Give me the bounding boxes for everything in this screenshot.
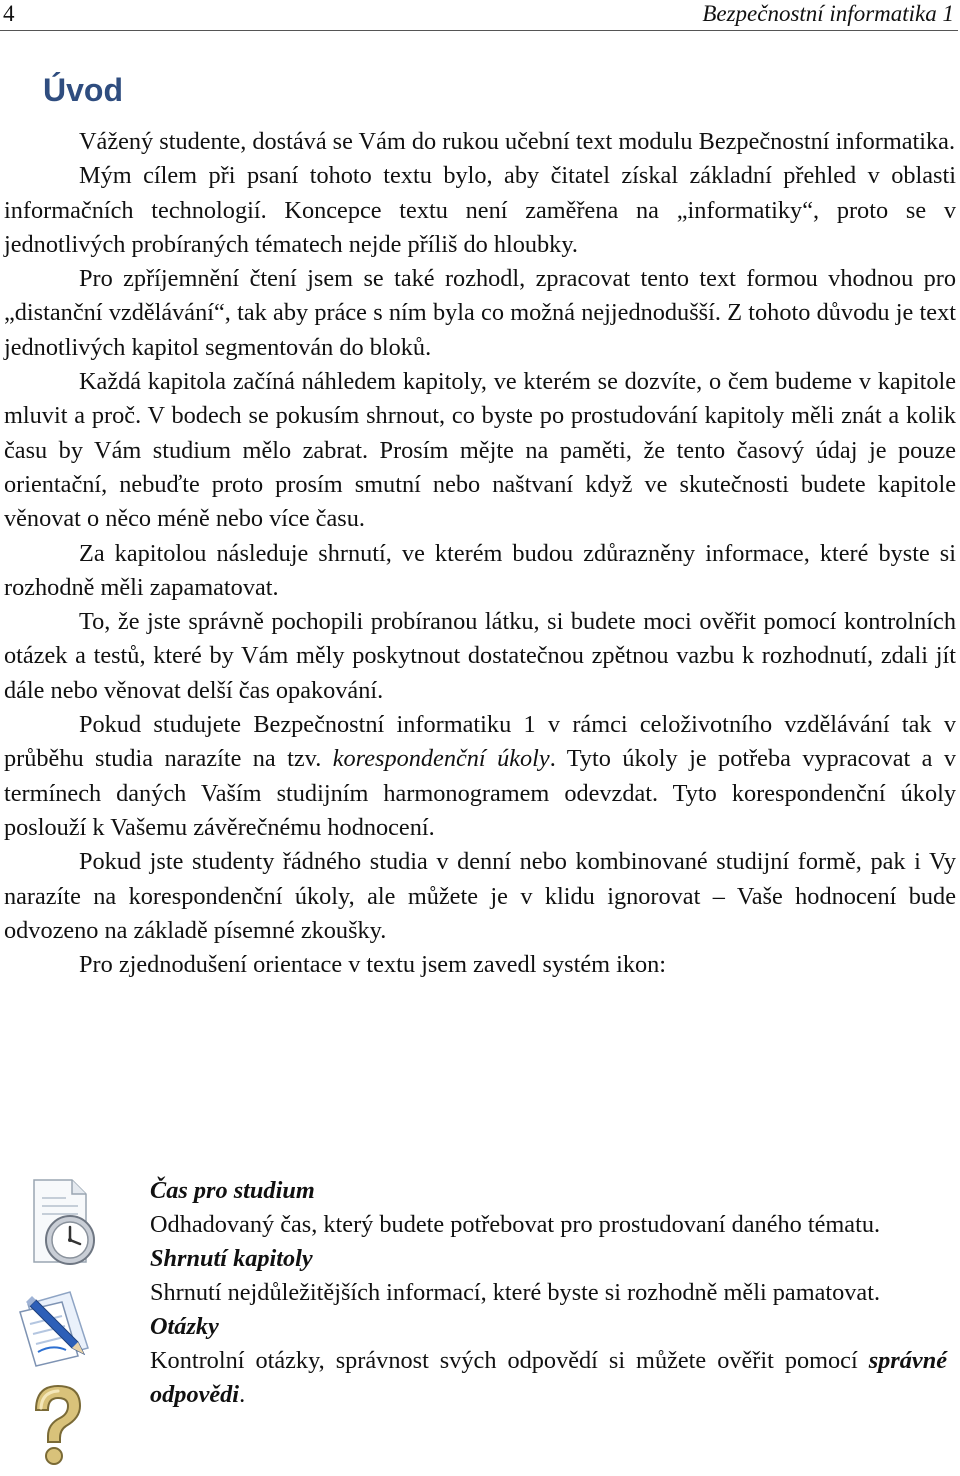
legend-desc-questions <box>150 1344 947 1412</box>
legend-desc-text: Kontrolní otázky, správnost svých odpovědí si můžete ověřit pomocí <box>150 1347 869 1374</box>
paragraph-text: . Tyto úkoly je potřeba vypracovat a v termínech daných Vaším studijním harmonogramem odevzdat. Tyto korespondenční úkoly poslouží k Vašemu závěrečnému hodnocení. <box>4 745 957 841</box>
paragraph: Pro zjednodušení orientace v textu jsem zavedl systém ikon: <box>79 951 667 979</box>
legend-desc-study-time: Odhadovaný čas, který budete potřebovat pro prostudovaní daného tématu. <box>150 1211 881 1238</box>
page-header <box>0 0 958 31</box>
chapter-title: Úvod <box>43 72 123 108</box>
paragraph: Každá kapitola začíná náhledem kapitoly, ve kterém se dozvíte, o čem budeme v kapitole mluvit a proč. V bodech se pokusím shrnout, co byste po prostudování kapitoly měli znát a kolik času by Vám studium mělo zabrat. Prosím mějte na paměti, že tento časový údaj je pouze orientační, nebuďte proto prosím smutní nebo naštvaní když ve skutečnosti budete kapitole věnovat o něco méně nebo více času. <box>4 368 956 533</box>
emphasis-term: korespondenční úkoly <box>332 745 550 773</box>
legend-desc-summary: Shrnutí nejdůležitějších informací, které byste si rozhodně měli pamatovat. <box>150 1279 881 1306</box>
paragraph: Pro zpříjemnění čtení jsem se také rozhodl, zpracovat tento text formou vhodnou pro „distanční vzdělávání“, tak aby práce s ním byla co možná nejjednodušší. Z tohoto důvodu je text jednotlivých kapitol segmentován do bloků. <box>4 265 956 361</box>
legend-title-questions: Otázky <box>150 1313 219 1340</box>
paragraph: Pokud jste studenty řádného studia v denní nebo kombinované studijní formě, pak i Vy narazíte na korespondenční úkoly, ale můžete je v klidu ignorovat – Vaše hodnocení bude odvozeno na základě písemné zkoušky. <box>4 848 956 944</box>
paragraph: Vážený studente, dostává se Vám do rukou učební text modulu Bezpečnostní informatika. <box>79 128 956 155</box>
clock-document-icon <box>8 1174 104 1270</box>
legend-title-study-time: Čas pro studium <box>150 1177 315 1204</box>
paragraph: Za kapitolou následuje shrnutí, ve kterém budou zdůrazněny informace, které byste si rozhodně měli zapamatovat. <box>4 539 956 601</box>
paragraph: To, že jste správně pochopili probíranou látku, si budete moci ověřit pomocí kontrolních otázek a testů, které by Vám měly poskytnout dostatečnou zpětnou vazbu k rozhodnutí, zdali jít dále nebo věnovat delší čas opakování. <box>4 608 956 704</box>
answers-reference: správné odpovědi <box>150 1347 947 1408</box>
legend-title-summary: Shrnutí kapitoly <box>150 1245 313 1272</box>
running-title: Bezpečnostní informatika 1 <box>702 1 954 26</box>
paragraph: Mým cílem při psaní tohoto textu bylo, aby čitatel získal základní přehled v oblasti informačních technologií. Koncepce textu není zaměřena na „informatiky“, proto se v jednotlivých probíraných tématech nejde příliš do hloubky. <box>4 162 956 258</box>
paragraph-text: Pokud studujete Bezpečnostní informatiku 1 v rámci celoživotního vzdělávání tak v průběhu studia narazíte na tzv. <box>4 711 956 773</box>
legend-desc-text: . <box>239 1381 246 1408</box>
question-mark-icon <box>8 1374 104 1470</box>
pen-notes-icon <box>8 1274 104 1370</box>
body-text <box>4 125 956 982</box>
paragraph <box>4 708 956 845</box>
icon-legend <box>0 1170 960 1476</box>
legend-text <box>150 1174 947 1412</box>
page-number: 4 <box>3 1 15 26</box>
